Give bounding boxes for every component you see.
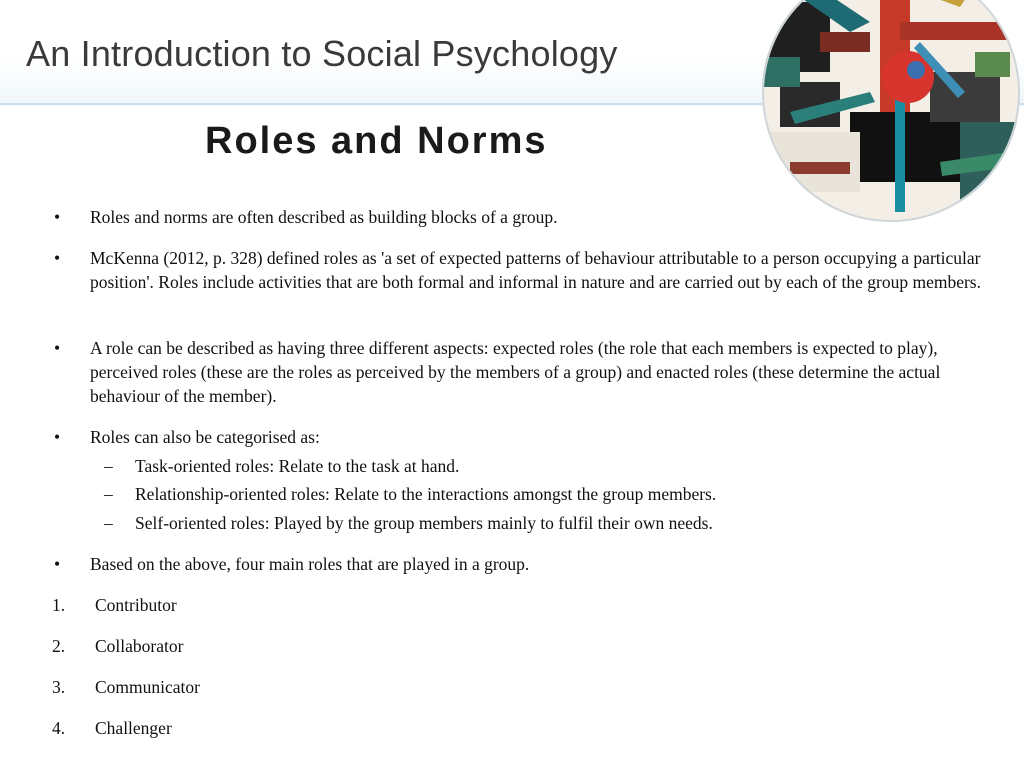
bullet-item	[54, 205, 990, 229]
bullet-text: Based on the above, four main roles that are played in a group.	[90, 554, 530, 574]
course-title: An Introduction to Social Psychology	[26, 33, 618, 74]
bullet-item	[54, 246, 990, 294]
bullet-text: A role can be described as having three different aspects: expected roles (the role that each members is expected to play), perceived roles (these are the roles as perceived by the members of a group) and enacted roles (these determine the actual behaviour of the member).	[90, 338, 941, 406]
bullet-text: McKenna (2012, p. 328) defined roles as 'a set of expected patterns of behaviour attributable to a person occupying a particular position'. Roles include activities that are both formal and informal in nature and are carried out by each of the group members.	[90, 248, 981, 292]
numbered-text: Communicator	[95, 677, 200, 697]
numbered-item	[52, 634, 184, 658]
sub-bullet-item	[104, 482, 995, 506]
bullet-marker: •	[54, 427, 61, 447]
bullet-item	[54, 425, 990, 449]
sub-bullet-text: Task-oriented roles: Relate to the task at hand.	[135, 456, 460, 476]
sub-bullet-item	[104, 454, 995, 478]
sub-bullet-item	[104, 511, 995, 535]
slide-title: Roles and Norms	[205, 120, 548, 162]
bullet-marker: •	[54, 554, 61, 574]
number-marker: 3.	[52, 677, 66, 697]
numbered-text: Challenger	[95, 718, 172, 738]
bullet-marker: •	[54, 207, 61, 227]
number-marker: 1.	[52, 595, 66, 615]
dash-marker: –	[104, 513, 113, 533]
bullet-marker: •	[54, 248, 61, 268]
bullet-marker: •	[54, 338, 61, 358]
number-marker: 4.	[52, 718, 66, 738]
bullet-item	[54, 336, 990, 408]
numbered-text: Contributor	[95, 595, 177, 615]
bullet-text: Roles and norms are often described as building blocks of a group.	[90, 207, 558, 227]
decorative-artwork-image	[760, 0, 1022, 224]
bullet-text: Roles can also be categorised as:	[90, 427, 320, 447]
numbered-text: Collaborator	[95, 636, 184, 656]
sub-bullet-text: Relationship-oriented roles: Relate to the interactions amongst the group members.	[135, 484, 717, 504]
numbered-item	[52, 593, 177, 617]
numbered-item	[52, 675, 200, 699]
dash-marker: –	[104, 484, 113, 504]
bullet-item	[54, 552, 990, 576]
sub-bullet-text: Self-oriented roles: Played by the group members mainly to fulfil their own needs.	[135, 513, 713, 533]
numbered-item	[52, 716, 172, 740]
number-marker: 2.	[52, 636, 66, 656]
dash-marker: –	[104, 456, 113, 476]
